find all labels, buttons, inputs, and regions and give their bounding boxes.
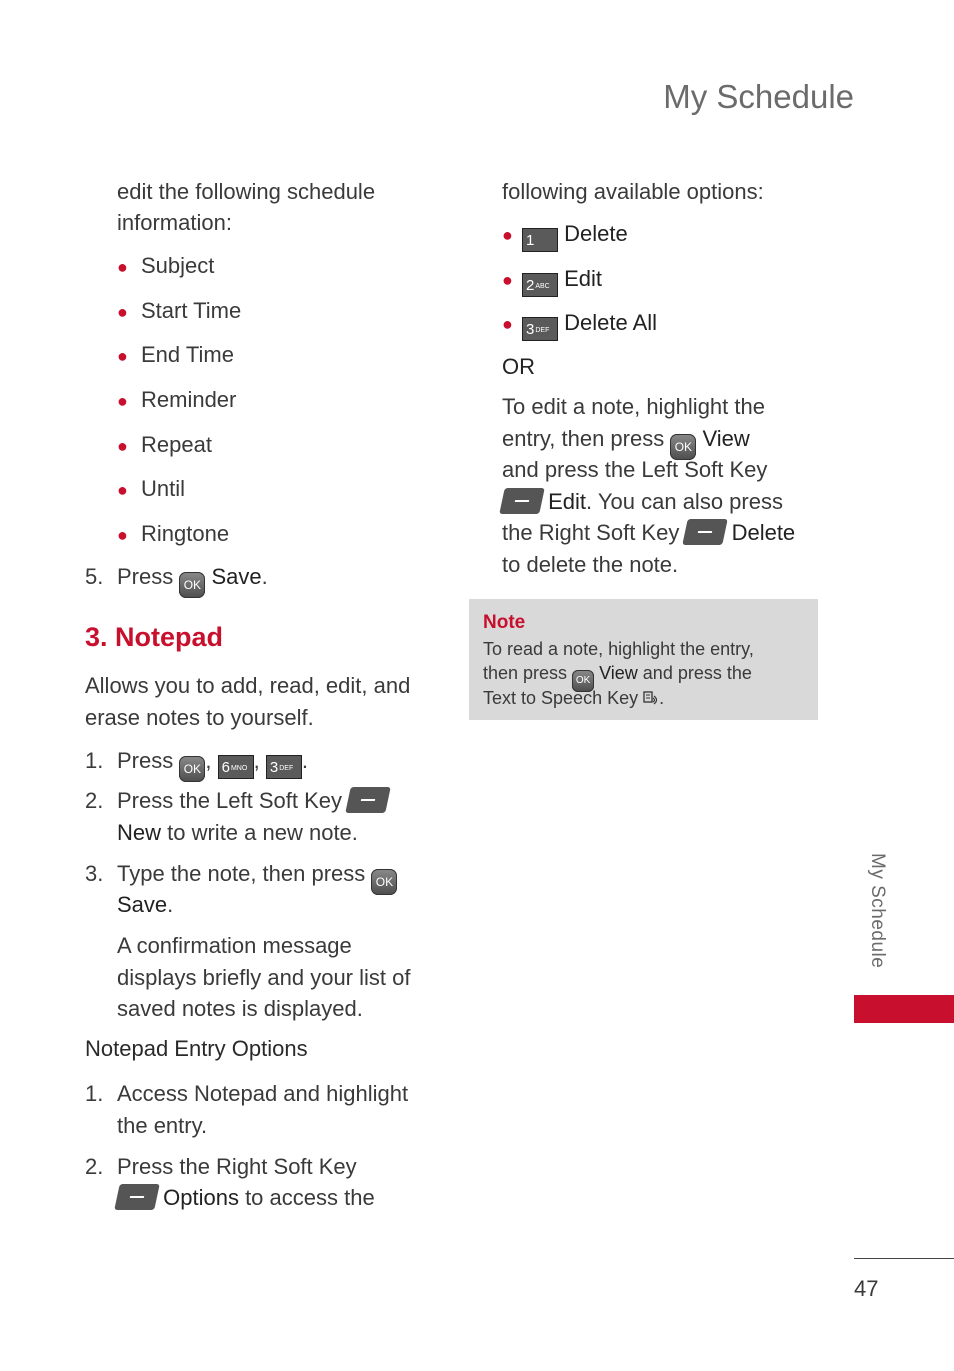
note-title: Note <box>483 612 526 633</box>
save-action: Save <box>211 564 262 589</box>
ok-key-icon: OK <box>179 756 205 782</box>
view-action: View <box>702 426 750 451</box>
footer-divider <box>854 1258 954 1259</box>
edit-para-line-3: and press the Left Soft Key <box>502 457 768 482</box>
edit-para-line-6: to delete the note. <box>502 552 679 577</box>
bullet-icon: ● <box>502 270 513 290</box>
bullet-icon: ● <box>502 225 513 245</box>
options-intro: following available options: <box>502 179 764 204</box>
notepad-step-3: 3. Type the note, then press OK <box>85 858 103 890</box>
list-item: ● Repeat <box>117 429 212 461</box>
ok-key-icon: OK <box>670 434 696 460</box>
page-title: My Schedule <box>663 78 854 115</box>
list-item: ● End Time <box>117 339 234 371</box>
side-section-label: My Schedule <box>867 853 888 969</box>
entry-step-1: 1. Access Notepad and highlight <box>85 1081 409 1106</box>
bullet-icon: ● <box>117 525 128 545</box>
list-item: ● Subject <box>117 250 214 282</box>
bullet-icon: ● <box>117 346 128 366</box>
confirm-line-3: saved notes is displayed. <box>117 996 363 1021</box>
bullet-icon: ● <box>117 436 128 456</box>
edit-action: Edit <box>548 489 587 514</box>
bullet-icon: ● <box>117 480 128 500</box>
key-3-icon: $3^{DEF}$ <box>522 317 558 341</box>
edit-para-line-4: Edit. You can also press <box>502 486 783 518</box>
left-soft-key-icon <box>345 787 391 813</box>
key-1-icon: 1 <box>522 228 558 252</box>
step-5: 5. Press OK Save. <box>85 561 103 593</box>
ok-key-icon: OK <box>179 572 205 598</box>
note-line-3: Text to Speech Key . <box>483 688 665 708</box>
note-line-2: then press OK View and press the <box>483 661 752 692</box>
section-desc-2: erase notes to yourself. <box>85 705 314 730</box>
new-action: New <box>117 820 162 845</box>
notepad-step-3-cont: Save. <box>117 892 174 917</box>
list-item: ● Start Time <box>117 295 241 327</box>
note-line-1: To read a note, highlight the entry, <box>483 639 754 659</box>
key-3-icon: $3^{DEF}$ <box>266 755 302 779</box>
view-action: View <box>599 663 638 683</box>
list-item: ● Ringtone <box>117 518 229 550</box>
key-6-icon: $6^{MNO}$ <box>218 755 254 779</box>
list-item: ● Reminder <box>117 384 236 416</box>
intro-line-1: edit the following schedule <box>117 179 376 204</box>
entry-step-1-cont: the entry. <box>117 1113 208 1138</box>
options-action: Options <box>163 1185 239 1210</box>
right-soft-key-icon <box>114 1184 160 1210</box>
entry-options-heading: Notepad Entry Options <box>85 1036 308 1061</box>
option-item: ● $3^{DEF}$ Delete All <box>502 307 657 341</box>
notepad-step-2: 2. Press the Left Soft Key <box>85 785 103 817</box>
edit-para-line-2: entry, then press OK View <box>502 423 750 460</box>
confirm-line-1: A confirmation message <box>117 933 352 958</box>
notepad-step-1: 1. Press OK , $6^{MNO}$ , $3^{DEF}$ . <box>85 745 103 777</box>
bullet-icon: ● <box>117 391 128 411</box>
option-item: ● $2^{ABC}$ Edit <box>502 263 602 297</box>
section-tab <box>854 995 954 1023</box>
option-item: ● 1 Delete <box>502 218 628 252</box>
ok-key-icon: OK <box>572 670 594 692</box>
or-label: OR <box>502 354 535 379</box>
page-number: 47 <box>854 1276 879 1301</box>
intro-line-2: information: <box>117 210 232 235</box>
right-soft-key-icon <box>683 519 729 545</box>
entry-step-2: 2. Press the Right Soft Key <box>85 1154 357 1179</box>
save-action: Save <box>117 892 168 917</box>
notepad-step-2-cont: New to write a new note. <box>117 820 358 845</box>
edit-para-line-1: To edit a note, highlight the <box>502 394 765 419</box>
entry-step-2-cont: Options to access the <box>117 1182 375 1214</box>
section-desc-1: Allows you to add, read, edit, and <box>85 673 411 698</box>
list-item: ● Until <box>117 473 185 505</box>
note-box <box>469 599 818 720</box>
delete-action: Delete <box>731 520 796 545</box>
key-2-icon: $2^{ABC}$ <box>522 273 558 297</box>
confirm-line-2: displays briefly and your list of <box>117 965 411 990</box>
bullet-icon: ● <box>502 314 513 334</box>
ok-key-icon: OK <box>371 869 397 895</box>
edit-para-line-5: the Right Soft Key Delete <box>502 520 796 545</box>
left-soft-key-icon <box>499 488 545 514</box>
bullet-icon: ● <box>117 257 128 277</box>
bullet-icon: ● <box>117 302 128 322</box>
text-to-speech-key-icon <box>643 690 659 706</box>
section-title: 3. Notepad <box>85 622 224 652</box>
